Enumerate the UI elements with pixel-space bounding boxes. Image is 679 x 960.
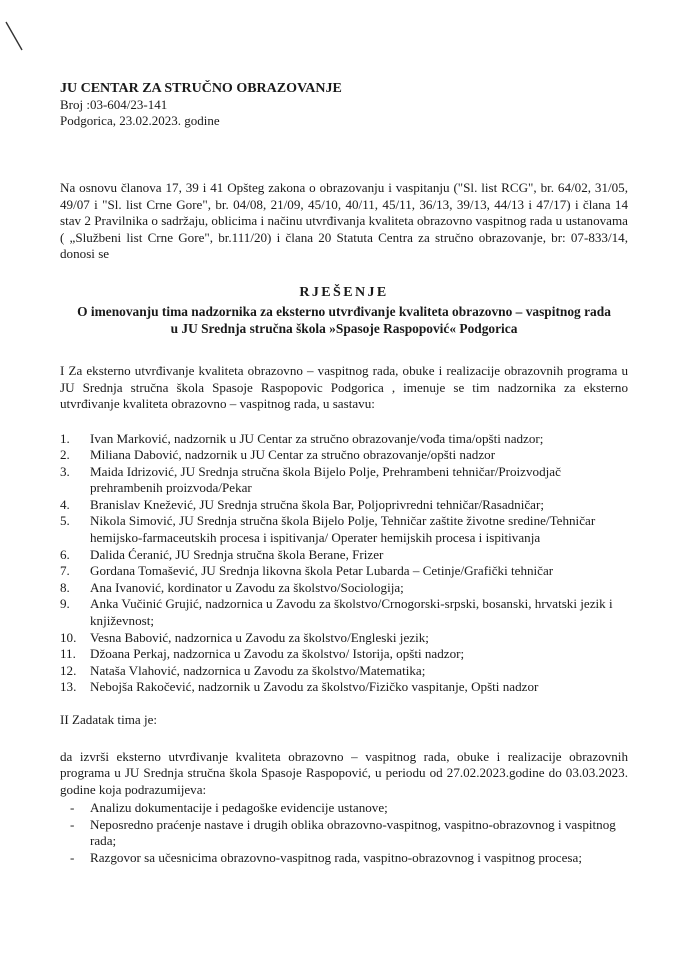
item-number: 10.: [60, 629, 77, 645]
list-item: [60, 646, 628, 663]
list-item: [60, 850, 628, 867]
task-text: Analizu dokumentacije i pedagoške evidencije ustanove;: [90, 800, 388, 815]
member-text: Maida Idrizović, JU Srednja stručna škola Bijelo Polje, Prehrambeni tehničar/Proizvodjač prehrambenih proizvoda/Pekar: [90, 463, 561, 496]
item-number: 6.: [60, 546, 70, 562]
list-item: [60, 563, 628, 580]
list-item: [60, 800, 628, 817]
legal-preamble: Na osnovu članova 17, 39 i 41 Opšteg zakona o obrazovanju i vaspitanju ("Sl. list RCG", br. 64/02, 31/05, 49/07 i "Sl. list Crne Gore", br. 04/08, 21/09, 45/10, 40/11, 45/11, 36/13, 39/13, 44/13 i 47/17) i člana 14 stav 2 Pravilnika o sadržaju, oblicima i načinu utvrđivanja kvaliteta obrazovno vaspitnog rada u ustanovama ( „Službeni list Crne Gore", br.111/20) i člana 20 Statuta Centra za stručno obrazovanje, br: 07-833/14, donosi se: [60, 180, 628, 261]
place-date: Podgorica, 23.02.2023. godine: [60, 112, 220, 128]
member-text: Ana Ivanović, kordinator u Zavodu za školstvo/Sociologija;: [90, 579, 404, 595]
list-item: [60, 817, 628, 850]
dash-bullet: -: [70, 800, 75, 815]
document-page: [60, 80, 628, 866]
list-item: [60, 679, 628, 696]
item-number: 8.: [60, 579, 70, 595]
document-header: [60, 80, 628, 128]
member-text: Ivan Marković, nadzornik u JU Centar za stručno obrazovanje/vođa tima/opšti nadzor;: [90, 430, 544, 446]
task-text: Neposredno praćenje nastave i drugih oblika obrazovno-vaspitnog, vaspitno-obrazovnog i vaspitnog rada;: [90, 816, 616, 849]
item-number: 13.: [60, 679, 77, 695]
section-2-text: da izvrši eksterno utvrđivanje kvaliteta obrazovno – vaspitnog rada, obuke i realizacije obrazovnih programa u JU Srednja stručna škola Spasoje Raspopović, u periodu od 27.02.2023.godine do 03.03.2023. godine koja podrazumijeva:: [60, 748, 628, 797]
list-item: [60, 464, 628, 497]
section-1-text: I Za eksterno utvrđivanje kvaliteta obrazovno – vaspitnog rada, obuke i realizacije obrazovnih programa u JU Srednja stručna škola Spasoje Raspopovic Podgorica , imenuje se tim nadzornika za eksterno utvrđivanje kvaliteta obrazovno – vaspitnog rada, u sastavu:: [60, 363, 628, 411]
member-text: Nataša Vlahović, nadzornica u Zavodu za školstvo/Matematika;: [90, 662, 426, 678]
decision-title: RJEŠENJE: [299, 284, 389, 300]
member-text: Gordana Tomašević, JU Srednja likovna škola Petar Lubarda – Cetinje/Grafički tehničar: [90, 563, 554, 579]
dash-bullet: -: [70, 849, 75, 865]
item-number: 9.: [60, 596, 70, 612]
list-item: [60, 596, 628, 629]
list-item: [60, 497, 628, 514]
decision-subtitle-line: O imenovanju tima nadzornika za eksterno utvrđivanje kvaliteta obrazovno – vaspitnog rada: [77, 304, 611, 319]
list-item: [60, 447, 628, 464]
item-number: 3.: [60, 463, 70, 479]
item-number: 1.: [60, 430, 70, 446]
list-item: [60, 663, 628, 680]
task-text: Razgovor sa učesnicima obrazovno-vaspitnog rada, vaspitno-obrazovnog i vaspitnog procesa;: [90, 849, 582, 865]
item-number: 5.: [60, 513, 70, 529]
member-text: Anka Vučinić Grujić, nadzornica u Zavodu za školstvo/Crnogorski-srpski, bosanski, hrvatski jezik i književnost;: [90, 596, 613, 629]
list-item: [60, 580, 628, 597]
member-text: Branislav Knežević, JU Srednja stručna škola Bar, Poljoprivredni tehničar/Rasadničar;: [90, 496, 544, 512]
member-text: Miliana Dabović, nadzornik u JU Centar za stručno obrazovanje/opšti nadzor: [90, 447, 496, 463]
item-number: 4.: [60, 496, 70, 512]
decision-subtitle-line: u JU Srednja stručna škola »Spasoje Raspopović« Podgorica: [170, 321, 518, 336]
list-item: [60, 513, 628, 546]
list-item: [60, 431, 628, 448]
member-text: Vesna Babović, nadzornica u Zavodu za školstvo/Engleski jezik;: [90, 629, 429, 645]
list-item: [60, 547, 628, 564]
section-2-heading: II Zadatak tima je:: [60, 712, 158, 727]
dash-bullet: -: [70, 816, 75, 832]
members-list: [60, 431, 628, 697]
member-text: Dalida Ćeranić, JU Srednja stručna škola Berane, Frizer: [90, 546, 384, 562]
member-text: Džoana Perkaj, nadzornica u Zavodu za školstvo/ Istorija, opšti nadzor;: [90, 646, 465, 662]
scan-pen-mark: [0, 0, 60, 70]
decision-subtitle: [60, 303, 628, 337]
item-number: 7.: [60, 563, 70, 579]
reference-number: Broj :03-604/23-141: [60, 97, 168, 112]
item-number: 11.: [60, 646, 76, 662]
member-text: Nebojša Rakočević, nadzornik u Zavodu za školstvo/Fizičko vaspitanje, Opšti nadzor: [90, 679, 539, 695]
tasks-list: [60, 800, 628, 866]
member-text: Nikola Simović, JU Srednja stručna škola Bijelo Polje, Tehničar zaštite životne sredine/Tehničar hemijsko-farmaceutskih procesa i ispitivanja/ Operater hemijskih procesa i ispitivanja: [90, 513, 596, 546]
list-item: [60, 630, 628, 647]
item-number: 2.: [60, 447, 70, 463]
organization-name: JU CENTAR ZA STRUČNO OBRAZOVANJE: [60, 81, 342, 96]
item-number: 12.: [60, 662, 77, 678]
